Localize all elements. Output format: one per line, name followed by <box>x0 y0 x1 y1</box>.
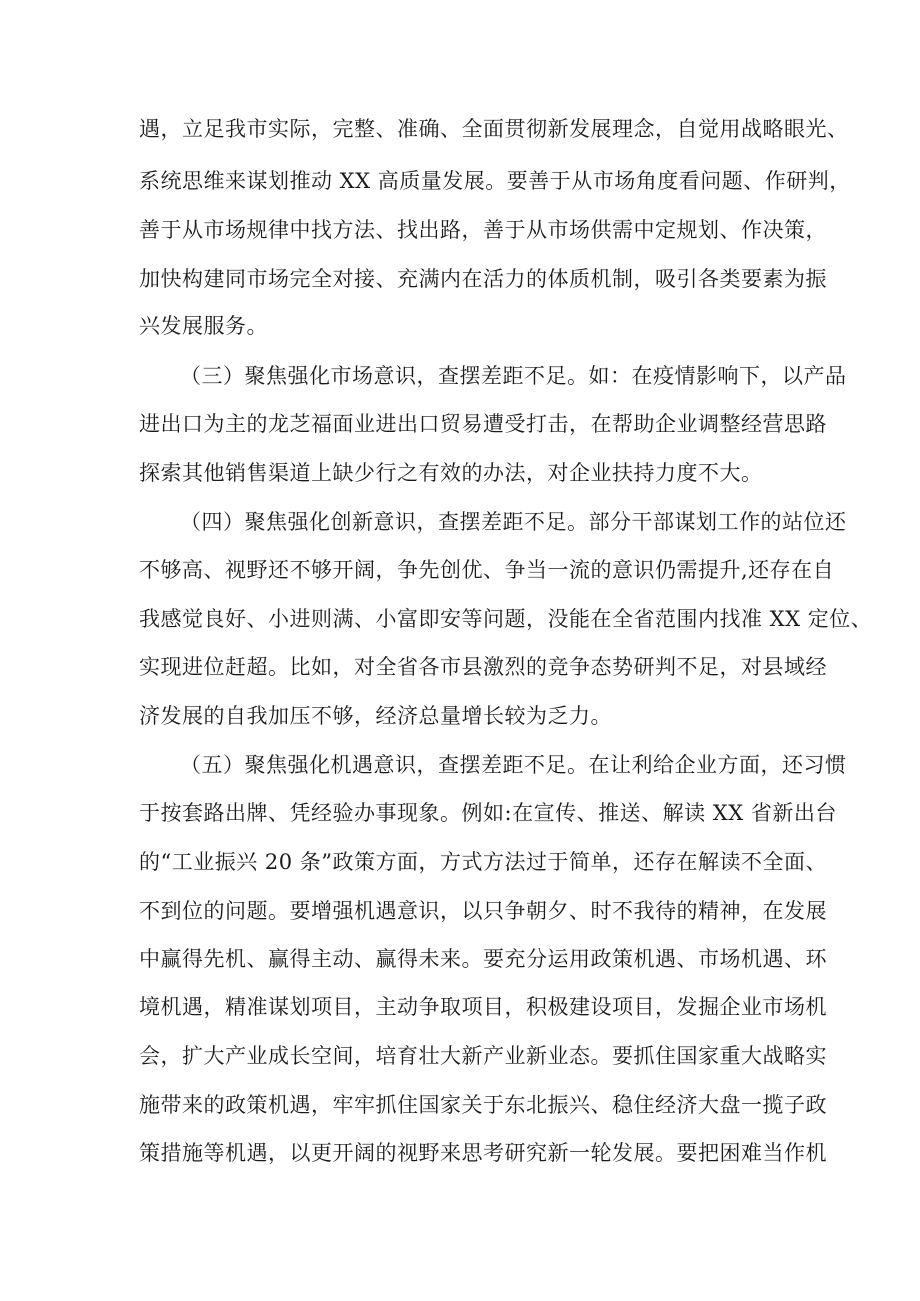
text-line: 加快构建同市场完全对接、充满内在活力的体质机制，吸引各类要素为振 <box>139 267 827 291</box>
text-line: 善于从市场规律中找方法、找出路，善于从市场供需中定规划、作决策， <box>139 218 827 242</box>
text-line: 我感觉良好、小进则满、小富即安等问题，没能在全省范围内找准 XX 定位、 <box>139 607 873 631</box>
text-line: 中赢得先机、赢得主动、赢得未来。要充分运用政策机遇、市场机遇、环 <box>139 947 827 971</box>
text-line: 遇，立足我市实际，完整、准确、全面贯彻新发展理念，自觉用战略眼光、 <box>139 117 849 141</box>
text-line: 施带来的政策机遇，牢牢抓住国家关于东北振兴、稳住经济大盘一揽子政 <box>139 1093 827 1117</box>
text-line: 济发展的自我加压不够，经济总量增长较为乏力。 <box>139 704 612 728</box>
text-line: 的“工业振兴 20 条”政策方面，方式方法过于简单，还存在解读不全面、 <box>139 850 828 874</box>
text-line: 于按套路出牌、凭经验办事现象。例如:在宣传、推送、解读 XX 省新出台 <box>139 801 837 825</box>
section-heading-3: （三）聚焦强化市场意识，查摆差距不足。如：在疫情影响下，以产品 <box>180 364 847 388</box>
text-line: 不够高、视野还不够开阔，争先创优、争当一流的意识仍需提升,还存在自 <box>139 558 835 582</box>
text-line: 兴发展服务。 <box>139 314 268 338</box>
text-line: 策措施等机遇，以更开阔的视野来思考研究新一轮发展。要把困难当作机 <box>139 1141 827 1165</box>
text-line: 进出口为主的龙芝福面业进出口贸易遭受打击，在帮助企业调整经营思路 <box>139 412 827 436</box>
text-line: 不到位的问题。要增强机遇意识，以只争朝夕、时不我待的精神，在发展 <box>139 899 827 923</box>
text-line: 探索其他销售渠道上缺少行之有效的办法，对企业扶持力度不大。 <box>139 461 763 485</box>
text-line: 实现进位赶超。比如，对全省各市县激烈的竞争态势研判不足，对县域经 <box>139 655 827 679</box>
text-line: 境机遇，精准谋划项目，主动争取项目，积极建设项目，发掘企业市场机 <box>139 995 827 1019</box>
text-line: 会，扩大产业成长空间，培育壮大新产业新业态。要抓住国家重大战略实 <box>139 1044 827 1068</box>
text-line: 系统思维来谋划推动 XX 高质量发展。要善于从市场角度看问题、作研判， <box>139 169 851 193</box>
section-heading-4: （四）聚焦强化创新意识，查摆差距不足。部分干部谋划工作的站位还 <box>180 510 847 534</box>
section-heading-5: （五）聚焦强化机遇意识，查摆差距不足。在让利给企业方面，还习惯 <box>180 753 847 777</box>
